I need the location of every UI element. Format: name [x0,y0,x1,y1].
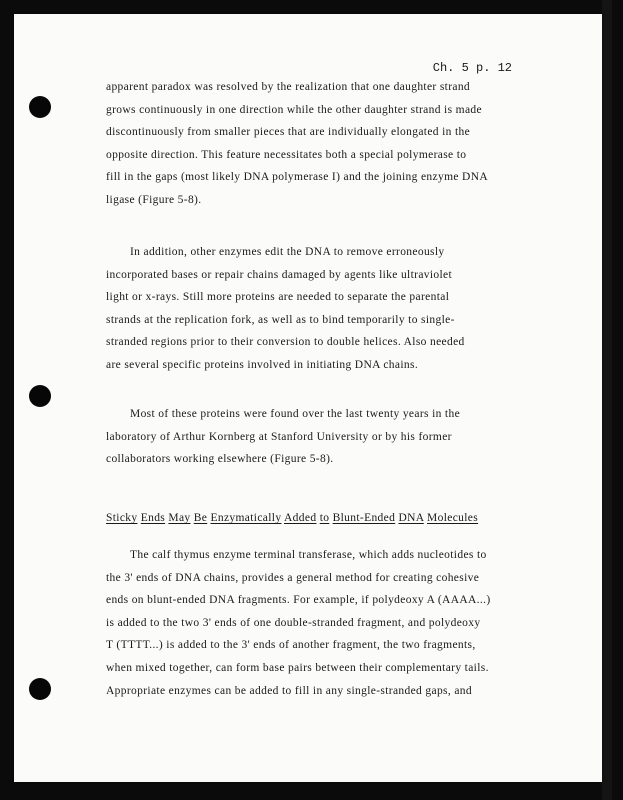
text-line: Most of these proteins were found over the last twenty years in the [130,408,461,420]
text-line: fill in the gaps (most likely DNA polymerase I) and the joining enzyme DNA [106,171,489,184]
text-line: grows continuously in one direction while the other daughter strand is made [106,103,482,116]
binder-hole-3 [29,678,51,700]
text-line: ligase (Figure 5-8). [106,193,202,206]
paragraph-1 [106,76,536,212]
scan-frame-edge [602,0,612,800]
text-line: opposite direction. This feature necessitates both a special polymerase to [106,148,467,161]
document-page [14,14,602,782]
text-line: collaborators working elsewhere (Figure 5-8). [106,453,334,466]
text-line: laboratory of Arthur Kornberg at Stanford University or by his former [106,430,452,443]
paragraph-3 [106,403,536,471]
text-line: The calf thymus enzyme terminal transferase, which adds nucleotides to [130,549,487,561]
text-line: T (TTTT...) is added to the 3' ends of another fragment, the two fragments, [106,639,476,652]
text-line: In addition, other enzymes edit the DNA to remove erroneously [130,246,445,258]
text-line: discontinuously from smaller pieces that are individually elongated in the [106,126,471,139]
heading-word: Be [193,512,208,524]
paragraph-4 [106,544,536,702]
heading-word: Ends [140,512,166,524]
heading-word: Added [284,512,317,524]
heading-word: May [168,512,191,524]
heading-word: Blunt-Ended [332,512,396,524]
heading-word: Enzymatically [210,512,282,524]
paragraph-2 [106,241,536,377]
heading-word: to [319,512,330,524]
text-line: when mixed together, can form base pairs between their complementary tails. [106,661,489,674]
section-heading [106,512,478,524]
text-line: strands at the replication fork, as well as to bind temporarily to single- [106,313,455,326]
text-line: is added to the two 3' ends of one double-stranded fragment, and polydeoxy [106,616,481,629]
heading-word: Molecules [427,512,479,524]
text-line: the 3' ends of DNA chains, provides a general method for creating cohesive [106,571,480,584]
text-line: ends on blunt-ended DNA fragments. For example, if polydeoxy A (AAAA...) [106,594,491,607]
text-line: Appropriate enzymes can be added to fill in any single-stranded gaps, and [106,684,472,697]
binder-hole-1 [29,96,51,118]
text-line: are several specific proteins involved in initiating DNA chains. [106,358,419,371]
text-line: incorporated bases or repair chains damaged by agents like ultraviolet [106,268,453,281]
text-line: light or x-rays. Still more proteins are needed to separate the parental [106,291,450,304]
heading-word: Sticky [106,512,138,524]
text-line: stranded regions prior to their conversion to double helices. Also needed [106,336,465,349]
heading-word: DNA [398,512,424,524]
binder-hole-2 [29,385,51,407]
page-reference: Ch. 5 p. 12 [432,61,512,75]
text-line: apparent paradox was resolved by the realization that one daughter strand [106,81,471,93]
